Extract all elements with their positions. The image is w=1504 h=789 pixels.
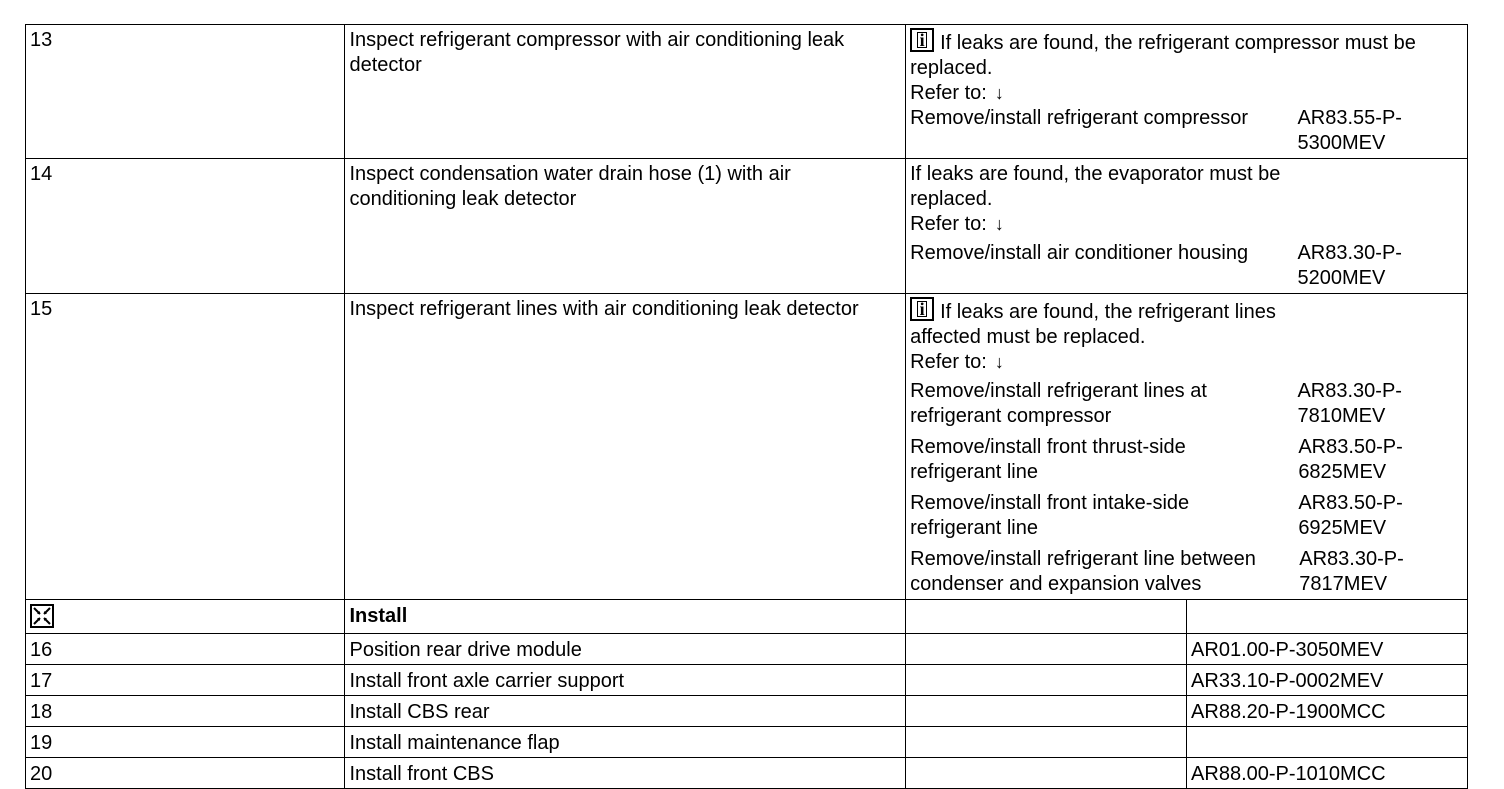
step-action: Install front axle carrier support (345, 665, 906, 696)
step-note-cell (906, 159, 1468, 294)
info-icon: i (910, 297, 934, 321)
reference-text: Remove/install refrigerant compressor (910, 107, 1249, 129)
reference-code[interactable]: AR83.30-P-5200MEV (1297, 242, 1402, 289)
arrow-down-icon: ↓ (994, 352, 1004, 372)
step-number: 15 (26, 294, 345, 600)
step-note-cell (906, 25, 1468, 159)
section-header-row (26, 600, 1468, 634)
note-text: If leaks are found, the refrigerant compressor must be replaced. (910, 32, 1416, 79)
step-number: 19 (26, 727, 345, 758)
reference-code[interactable]: AR83.50-P-6825MEV (1298, 436, 1403, 483)
table-row (26, 634, 1468, 665)
install-icon (30, 604, 54, 628)
table-row (26, 696, 1468, 727)
reference-code[interactable]: AR83.50-P-6925MEV (1298, 492, 1403, 539)
info-icon: i (910, 28, 934, 52)
reference-text: Remove/install refrigerant line between condenser and expansion valves (910, 548, 1256, 595)
reference-item[interactable] (910, 379, 1463, 429)
table-row (26, 727, 1468, 758)
reference-text: Remove/install refrigerant lines at refrigerant compressor (910, 380, 1207, 427)
procedure-table (25, 24, 1468, 789)
step-action: Install CBS rear (345, 696, 906, 727)
table-row (26, 25, 1468, 159)
table-row (26, 294, 1468, 600)
reference-item[interactable] (910, 106, 1463, 156)
step-number: 13 (26, 25, 345, 159)
reference-code[interactable]: AR88.20-P-1900MCC (1187, 696, 1468, 727)
section-icon-cell (26, 600, 345, 634)
note-text: If leaks are found, the refrigerant lines affected must be replaced. (910, 301, 1276, 348)
step-action: Position rear drive module (345, 634, 906, 665)
step-action: Inspect refrigerant compressor with air conditioning leak detector (345, 25, 906, 159)
arrow-down-icon: ↓ (994, 214, 1004, 234)
step-number: 16 (26, 634, 345, 665)
step-action: Install front CBS (345, 758, 906, 789)
reference-item[interactable] (910, 547, 1463, 597)
arrow-down-icon: ↓ (994, 83, 1004, 103)
refer-to: Refer to: ↓ (910, 351, 1004, 373)
table-row (26, 159, 1468, 294)
reference-code[interactable]: AR83.30-P-7817MEV (1299, 548, 1404, 595)
note (910, 28, 1463, 81)
note (910, 297, 1350, 350)
refer-to: Refer to: ↓ (910, 213, 1004, 235)
refer-to: Refer to: ↓ (910, 82, 1004, 104)
reference-item[interactable] (910, 491, 1463, 541)
step-action: Install maintenance flap (345, 727, 906, 758)
step-action: Inspect condensation water drain hose (1) with air conditioning leak detector (345, 159, 906, 294)
reference-item[interactable] (910, 241, 1463, 291)
reference-text: Remove/install front intake-side refrigerant line (910, 492, 1190, 539)
reference-item[interactable] (910, 435, 1463, 485)
reference-code[interactable]: AR01.00-P-3050MEV (1187, 634, 1468, 665)
step-number: 20 (26, 758, 345, 789)
step-action: Inspect refrigerant lines with air conditioning leak detector (345, 294, 906, 600)
step-number: 17 (26, 665, 345, 696)
reference-code[interactable]: AR33.10-P-0002MEV (1187, 665, 1468, 696)
step-note-cell (906, 294, 1468, 600)
step-number: 14 (26, 159, 345, 294)
table-row (26, 665, 1468, 696)
step-number: 18 (26, 696, 345, 727)
reference-text: Remove/install air conditioner housing (910, 242, 1249, 264)
note-text: If leaks are found, the evaporator must be replaced. (910, 163, 1281, 210)
reference-code[interactable]: AR83.30-P-7810MEV (1297, 380, 1402, 427)
reference-code[interactable]: AR83.55-P-5300MEV (1297, 107, 1402, 154)
reference-code[interactable]: AR88.00-P-1010MCC (1187, 758, 1468, 789)
table-row (26, 758, 1468, 789)
reference-code (1187, 727, 1468, 758)
section-title: Install (345, 600, 906, 634)
reference-text: Remove/install front thrust-side refrigerant line (910, 436, 1186, 483)
